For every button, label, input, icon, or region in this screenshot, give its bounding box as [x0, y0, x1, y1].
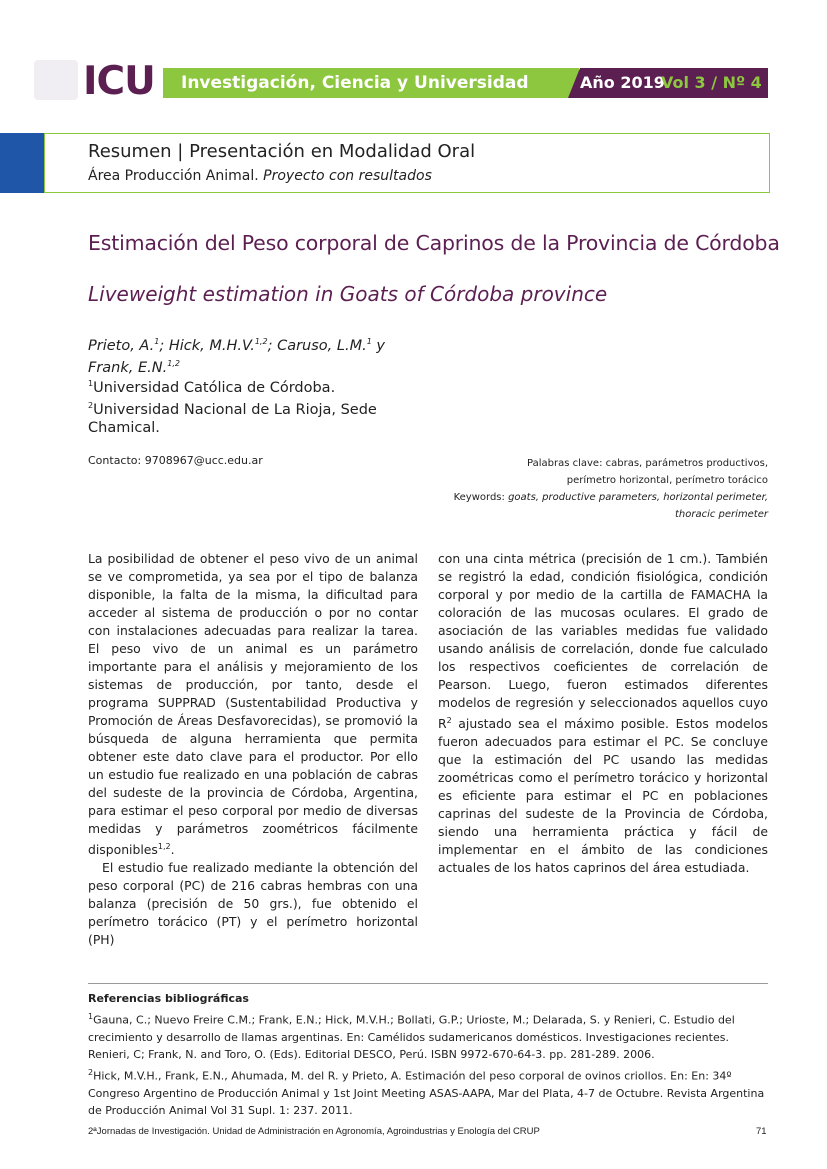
- author-2-sup: 1,2: [254, 337, 268, 346]
- reference-2-text: Hick, M.V.H., Frank, E.N., Ahumada, M. del R. y Prieto, A. Estimación del peso corporal de ovinos criollos. En: En: 34º Congreso Argentino de Producción Animal y 1st Joint Meeting ASAS-AAPA, Mar del Plata, 4-7 de Octubre. Revista Argentina de Producción Animal Vol 31 Supl. 1: 237. 2011.: [88, 1069, 765, 1118]
- author-1: Prieto, A.: [88, 337, 155, 354]
- keywords-en-line2: thoracic perimeter: [674, 509, 768, 520]
- body-paragraph-1: [88, 550, 418, 859]
- category-title: Resumen | Presentación en Modalidad Oral: [88, 141, 476, 162]
- body-paragraph-1-sup: 1,2: [157, 842, 171, 851]
- title-english: Liveweight estimation in Goats of Córdoba province: [88, 282, 608, 306]
- body-paragraph-3-sup: 2: [446, 716, 452, 725]
- body-paragraph-3-a: con una cinta métrica (precisión de 1 cm.). También se registró la edad, condición fisiológica, condición corporal y por medio de la cartilla de FAMACHA la coloración de las mucosas oculares. El grado de asociación de las variables medidas fue validado usando análisis de correlación, donde fue calculado los respectivos coeficientes de correlación de Pearson. Luego, fueron estimados diferentes modelos de regresión y seleccionados aquellos cuyo R: [438, 551, 768, 732]
- logo-watermark: [34, 60, 78, 100]
- reference-2: [88, 1064, 768, 1120]
- contact: [88, 454, 263, 468]
- body-paragraph-1-end: .: [170, 842, 175, 858]
- authors: [88, 333, 408, 377]
- author-2: ; Hick, M.H.V.: [159, 337, 255, 354]
- author-4-sup: 1,2: [167, 358, 180, 368]
- keywords-es-line2: perímetro horizontal, perímetro torácico: [566, 475, 768, 486]
- category-accent-tab: [0, 133, 44, 193]
- issue-year: Año 2019: [580, 73, 665, 92]
- author-3-tail: y: [371, 337, 385, 354]
- reference-1-text: Gauna, C.; Nuevo Freire C.M.; Frank, E.N.; Hick, M.V.H.; Bollati, G.P.; Urioste, M.; Delarada, S. y Renieri, C. Estudio del crecimiento y desarrollo de llamas argentinas. En: Camélidos sudamericanos domésticos. Investigaciones recientes. Renieri, C; Frank, N. and Toro, O. (Eds). Editorial DESCO, Perú. ISBN 9972-670-64-3. pp. 281-289. 2006.: [88, 1013, 735, 1062]
- keywords-en-line1: goats, productive parameters, horizontal perimeter,: [508, 492, 768, 503]
- affiliation-2-sup: 2: [88, 400, 94, 410]
- author-3-sup: 1: [366, 337, 372, 346]
- keywords-es-label: Palabras clave:: [527, 458, 603, 469]
- keywords: [408, 455, 768, 523]
- body-paragraph-3: [438, 550, 768, 877]
- reference-1: [88, 1008, 768, 1064]
- contact-email[interactable]: 9708967@ucc.edu.ar: [144, 454, 263, 467]
- author-4: Frank, E.N.: [88, 359, 168, 376]
- reference-1-sup: 1: [88, 1011, 94, 1021]
- keywords-es-line1: cabras, parámetros productivos,: [605, 458, 768, 469]
- body-column-right: [438, 550, 768, 877]
- references-divider: [88, 983, 768, 984]
- keywords-en-label: Keywords:: [453, 492, 505, 503]
- affiliation-2: Universidad Nacional de La Rioja, Sede Chamical.: [88, 401, 377, 436]
- affiliation-1-sup: 1: [88, 379, 94, 388]
- reference-2-sup: 2: [88, 1067, 94, 1077]
- body-column-left: [88, 550, 418, 949]
- body-paragraph-2: El estudio fue realizado mediante la obtención del peso corporal (PC) de 216 cabras hembras con una balanza (precisión de 50 grs.), fue obtenido el perímetro torácico (PT) y el perímetro horizontal (PH): [88, 860, 418, 948]
- journal-name: Investigación, Ciencia y Universidad: [181, 73, 529, 93]
- author-3: ; Caruso, L.M.: [267, 337, 367, 354]
- body-paragraph-3-b: ajustado sea el máximo posible. Estos modelos fueron adecuados para estimar el PC. Se concluye que la estimación del PC usando las medidas zoométricas como el perímetro torácico y horizontal es eficiente para estimar el PC en poblaciones caprinas del sudeste de la Provincia de Córdoba, siendo una herramienta práctica y fácil de implementar en el ámbito de las condiciones actuales de los hatos caprinos del área estudiada.: [438, 716, 768, 876]
- references: [88, 990, 768, 1120]
- affiliations: [88, 375, 408, 437]
- issue-volume: Vol 3 / Nº 4: [661, 73, 762, 92]
- page-number: 71: [756, 1126, 767, 1137]
- affiliation-1: Universidad Católica de Córdoba.: [93, 379, 336, 396]
- body-paragraph-1-text: La posibilidad de obtener el peso vivo de un animal se ve comprometida, ya sea por el tipo de balanza disponible, la falta de la misma, la dificultad para acceder al sistema de producción o por no contar con instalaciones adecuadas para realizar la tarea. El peso vivo de un animal es un parámetro importante para el análisis y mejoramiento de los sistemas de producción, por tanto, desde el programa SUPPRAD (Sustentabilidad Productiva y Promoción de Áreas Desfavorecidas), se promovió la búsqueda de alguna herramienta que permita obtener este dato clave para el productor. Por ello un estudio fue realizado en una población de cabras del sudeste de la provincia de Córdoba, Argentina, para estimar el peso corporal por medio de diversas medidas y parámetros zoométricos fácilmente disponibles: [88, 551, 418, 858]
- title-spanish: Estimación del Peso corporal de Caprinos de la Provincia de Córdoba: [88, 231, 780, 255]
- references-title: Referencias bibliográficas: [88, 992, 249, 1005]
- category-area: [88, 167, 432, 185]
- author-1-sup: 1: [154, 337, 160, 346]
- area-label: Área Producción Animal.: [88, 168, 259, 184]
- journal-logo: ICU: [83, 59, 155, 104]
- contact-label: Contacto:: [88, 454, 142, 467]
- area-note: Proyecto con resultados: [263, 168, 432, 184]
- footer-text: 2ªJornadas de Investigación. Unidad de Administración en Agronomía, Agroindustrias y Enología del CRUP: [88, 1126, 540, 1137]
